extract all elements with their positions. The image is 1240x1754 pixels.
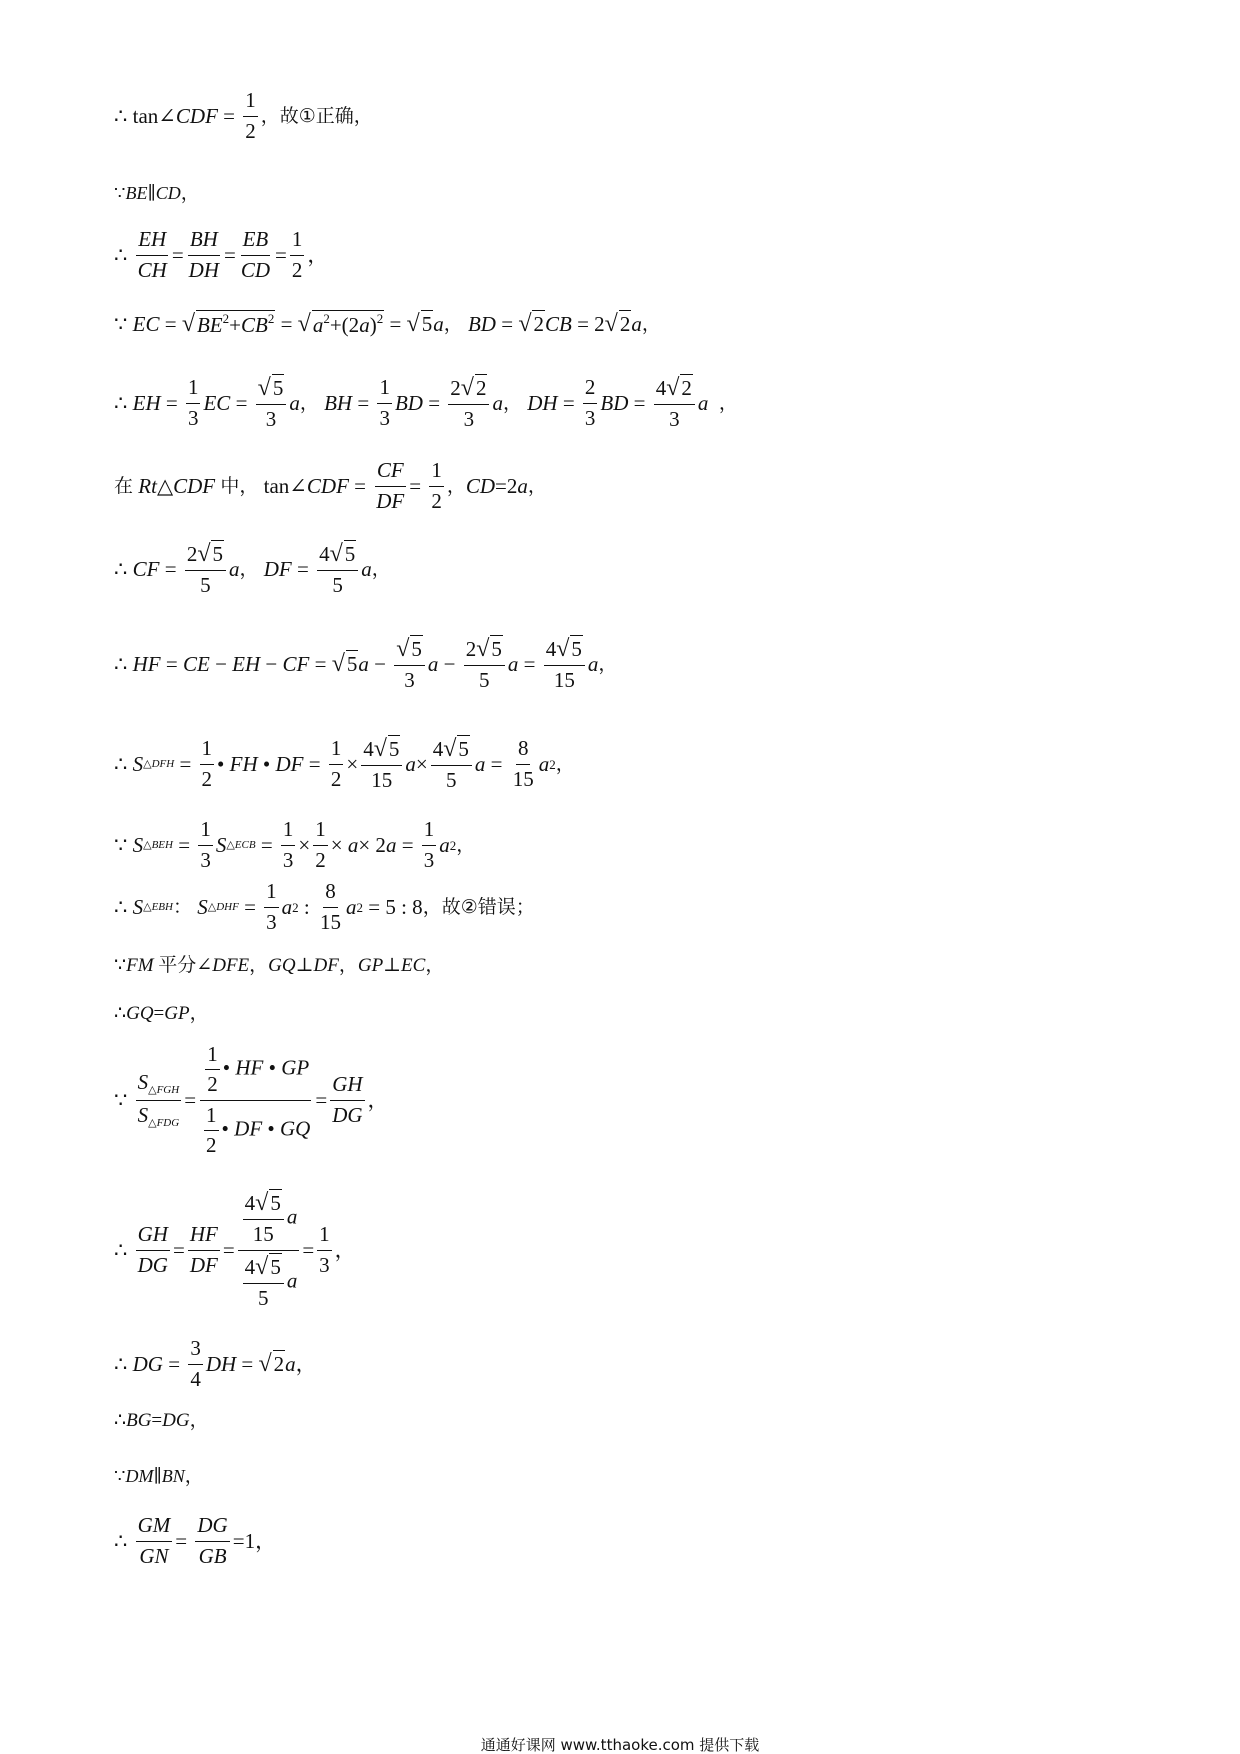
eq-line-13: ∴ GQ = GP ，	[114, 1001, 209, 1024]
fraction: 1 2	[245, 88, 256, 143]
eq-line-12: ∵ FM 平分 ∠ DFE ， GQ ⊥ DF ， GP ⊥ EC ，	[114, 953, 445, 976]
eq-line-15: ∴ GH DG = HF DF = $\frac{4√5}{15}$ a $\frac{4√5}{5}$ a = 1 3 ，	[114, 1189, 356, 1311]
eq-line-17: ∴ BG = DG ，	[114, 1408, 209, 1431]
eq-line-1: ∴ tan ∠ CDF = 1 2 ， 故①正确 ，	[114, 88, 373, 143]
eq-line-4: ∵ EC = √ $BE^2+CB^2$ = √ $a^2+(2a)^2$ = √ 5 a ， BD = √ 2 CB = 2 √ 2 a ，	[114, 310, 661, 337]
eq-line-5: ∴ EH = 1 3 EC = √5 3 a ， BH = 1 3 BD = 2√2 3 a ， DH = 2 3 BD = 4√2 3 a ，	[114, 374, 738, 432]
eq-line-8: ∴ HF = CE − EH − CF = √ 5 a − √5 3 a − 2√5 5 a = 4√5 15 a ，	[114, 635, 618, 693]
eq-line-11: ∴ S △EBH ： S △DHF = 1 3 a 2 : 8 15 a 2 = 5 : 8 ， 故②错误 ；	[114, 879, 535, 934]
eq-line-2: ∵ BE ∥ CD ，	[114, 181, 200, 204]
eq-line-7: ∴ CF = 2√5 5 a ， DF = 4√5 5 a ，	[114, 540, 391, 598]
page-footer: 通通好课网 www.tthaoke.com 提供下载	[480, 1736, 760, 1754]
eq-line-6: 在 Rt △ CDF 中 ， tan ∠ CDF = CF DF = 1 2 ， CD =2 a ，	[114, 458, 547, 513]
eq-line-3: ∴ EH CH = BH DH = EB CD = 1 2 ，	[114, 227, 329, 282]
eq-line-16: ∴ DG = 3 4 DH = √ 2 a ，	[114, 1336, 317, 1391]
eq-line-18: ∵ DM ∥ BN ，	[114, 1464, 204, 1487]
eq-line-9: ∴ S △DFH = 1 2 • FH • DF = 1 2 × 4√5 15 a × 4√5 5 a = 8 15 a 2 ，	[114, 735, 575, 793]
eq-line-14: ∵ S△FGH S△FDG = $\frac{1}{2}$ • HF • GP $\frac{1}{2}$ • DF • GQ = GH DG ，	[114, 1042, 389, 1157]
eq-line-19: ∴ GM GN = DG GB =1 ，	[114, 1513, 277, 1568]
eq-line-10: ∵ S △BEH = 1 3 S △ECB = 1 3 × 1 2 × a × 2 a = 1 3 a 2 ，	[114, 817, 476, 872]
therefore-symbol: ∴	[114, 103, 128, 128]
